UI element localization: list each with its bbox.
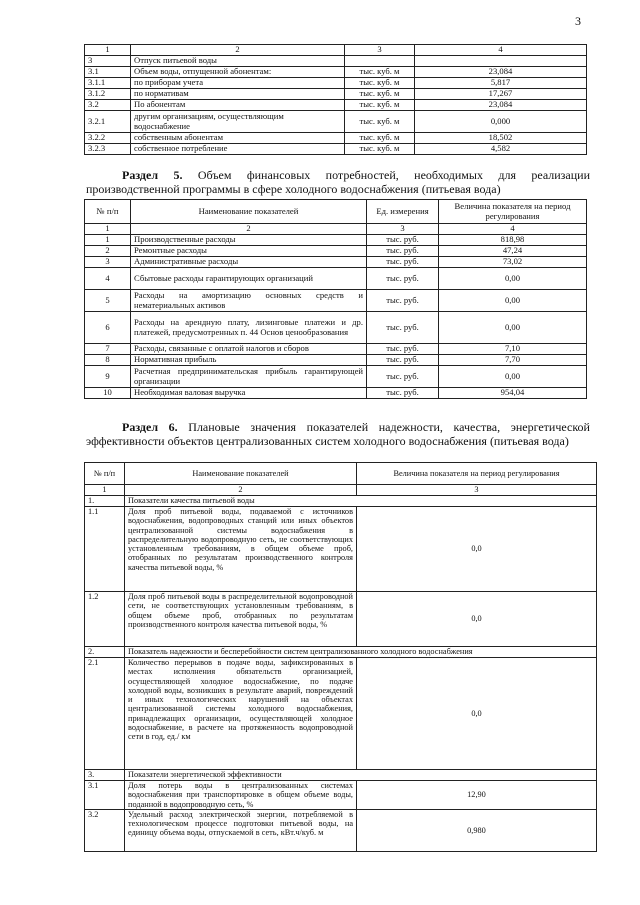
- table-row: [85, 312, 587, 344]
- table-row: [85, 507, 597, 592]
- row-number: 3.1.1: [85, 78, 131, 89]
- row-unit: тыс. куб. м: [345, 144, 415, 155]
- row-number: 2.1: [85, 658, 125, 770]
- row-name: Производственные расходы: [131, 235, 367, 246]
- row-name: по приборам учета: [131, 78, 345, 89]
- column-number-cell: 3: [345, 45, 415, 56]
- table2-column-numbers: [85, 224, 587, 235]
- section6-title: Плановые значения показателей надежности, качества, энергетической эффективности объектов централизованных систем холодного водоснабжения (питьевая вода): [86, 420, 590, 449]
- row-value: 0,00: [439, 268, 587, 290]
- table-row: [85, 111, 587, 133]
- table3-header: [85, 463, 597, 485]
- table2-header: [85, 200, 587, 224]
- row-number: 1.2: [85, 592, 125, 647]
- row-number: 3.2: [85, 809, 125, 851]
- table-row: [85, 67, 587, 78]
- row-name: Доля проб питьевой воды в распределительной водопроводной сети, не соответствующих установленным требованиям, в общем объеме проб, отобранных по результатам производственного контроля качества питьевой воды, %: [125, 592, 357, 647]
- row-number: 3: [85, 257, 131, 268]
- row-number: 9: [85, 366, 131, 388]
- row-value: 0,00: [439, 290, 587, 312]
- row-number: 3.1: [85, 781, 125, 810]
- section5-heading: [86, 168, 590, 196]
- row-name: Количество перерывов в подаче воды, зафиксированных в местах исполнения обязательств организацией, осуществляющей холодное водоснабжение, по подаче холодной воды, возникших в результате аварий, повреждений и иных технологических нарушений на объектах централизованной системы холодного водоснабжения, принадлежащих организации, осуществляющей холодное водоснабжение, в расчете на протяженность водопроводной сети в год, ед./ км: [125, 658, 357, 770]
- row-unit: тыс. руб.: [367, 235, 439, 246]
- column-header: Величина показателя на период регулирования: [439, 200, 587, 224]
- row-value: 7,70: [439, 355, 587, 366]
- row-name: собственным абонентам: [131, 133, 345, 144]
- row-number: 2: [85, 246, 131, 257]
- table-row: [85, 268, 587, 290]
- reliability-indicators-table: [84, 462, 597, 852]
- row-name: Необходимая валовая выручка: [131, 388, 367, 399]
- section6-label: Раздел 6.: [122, 420, 178, 434]
- table-row: [85, 235, 587, 246]
- row-value: 0,0: [357, 592, 597, 647]
- row-number: 3.2: [85, 100, 131, 111]
- row-value: 5,817: [415, 78, 587, 89]
- row-value: 23,084: [415, 67, 587, 78]
- column-number-cell: 2: [131, 45, 345, 56]
- row-unit: тыс. руб.: [367, 355, 439, 366]
- row-name: Сбытовые расходы гарантирующих организаций: [131, 268, 367, 290]
- row-unit: тыс. руб.: [367, 246, 439, 257]
- table1-column-numbers: [85, 45, 587, 56]
- column-number-cell: 3: [367, 224, 439, 235]
- row-name: По абонентам: [131, 100, 345, 111]
- column-header: № п/п: [85, 463, 125, 485]
- row-value: 17,267: [415, 89, 587, 100]
- column-number-cell: 4: [439, 224, 587, 235]
- row-name: Ремонтные расходы: [131, 246, 367, 257]
- table-row: [85, 344, 587, 355]
- group-number: 1.: [85, 496, 125, 507]
- row-name: Доля проб питьевой воды, подаваемой с источников водоснабжения, водопроводных станций или иных объектов централизованной системы водоснабжения в распределительную водопроводную сеть, не соответствующих установленным требованиям, в общем объеме проб, отобранных по результатам производственного контроля качества питьевой воды, %: [125, 507, 357, 592]
- section5-label: Раздел 5.: [122, 168, 183, 182]
- row-value: 954,04: [439, 388, 587, 399]
- table-row: [85, 78, 587, 89]
- row-unit: тыс. руб.: [367, 268, 439, 290]
- table-row: [85, 100, 587, 111]
- column-number-cell: 2: [125, 485, 357, 496]
- column-number-cell: 2: [131, 224, 367, 235]
- row-name: Нормативная прибыль: [131, 355, 367, 366]
- row-unit: тыс. куб. м: [345, 133, 415, 144]
- group-title: Показатель надежности и бесперебойности систем централизованного холодного водоснабжения: [125, 647, 597, 658]
- row-name: Административные расходы: [131, 257, 367, 268]
- row-unit: тыс. куб. м: [345, 100, 415, 111]
- row-value: 0,00: [439, 312, 587, 344]
- row-name: Расходы на амортизацию основных средств и нематериальных активов: [131, 290, 367, 312]
- row-name: Расчетная предпринимательская прибыль гарантирующей организации: [131, 366, 367, 388]
- column-number-cell: 3: [357, 485, 597, 496]
- page-number: 3: [575, 14, 581, 28]
- table-row: [85, 592, 597, 647]
- row-unit: тыс. куб. м: [345, 111, 415, 133]
- row-value: 23,084: [415, 100, 587, 111]
- table-row: [85, 133, 587, 144]
- row-name: Удельный расход электрической энергии, потребляемой в технологическом процессе подготовки питьевой воды, на единицу объема воды, отпускаемой в сеть, кВт.ч/куб. м: [125, 809, 357, 851]
- row-number: 3.2.3: [85, 144, 131, 155]
- row-number: 3.1: [85, 67, 131, 78]
- column-number-cell: 4: [415, 45, 587, 56]
- group-row: [85, 770, 597, 781]
- row-value: 7,10: [439, 344, 587, 355]
- row-number: 10: [85, 388, 131, 399]
- row-number: 3: [85, 56, 131, 67]
- row-unit: тыс. руб.: [367, 257, 439, 268]
- row-name: собственное потребление: [131, 144, 345, 155]
- row-name: Отпуск питьевой воды: [131, 56, 345, 67]
- table-row: [85, 355, 587, 366]
- financial-needs-table: [84, 199, 587, 399]
- row-value: 0,00: [439, 366, 587, 388]
- row-value: 18,502: [415, 133, 587, 144]
- row-unit: тыс. руб.: [367, 388, 439, 399]
- row-value: 0,0: [357, 658, 597, 770]
- table-row: [85, 144, 587, 155]
- table-row: [85, 257, 587, 268]
- table-row: [85, 658, 597, 770]
- column-header: Наименование показателей: [125, 463, 357, 485]
- row-number: 1.1: [85, 507, 125, 592]
- column-header: Величина показателя на период регулирования: [357, 463, 597, 485]
- water-supply-table: [84, 44, 587, 155]
- row-unit: тыс. руб.: [367, 312, 439, 344]
- column-header: Наименование показателей: [131, 200, 367, 224]
- row-value: [415, 56, 587, 67]
- row-unit: тыс. руб.: [367, 366, 439, 388]
- table-row: [85, 290, 587, 312]
- table-row: [85, 781, 597, 810]
- row-number: 7: [85, 344, 131, 355]
- section6-heading: [86, 420, 590, 448]
- row-number: 4: [85, 268, 131, 290]
- row-value: 47,24: [439, 246, 587, 257]
- column-number-cell: 1: [85, 45, 131, 56]
- row-number: 6: [85, 312, 131, 344]
- row-value: 818,98: [439, 235, 587, 246]
- table-row: [85, 246, 587, 257]
- row-number: 3.2.2: [85, 133, 131, 144]
- column-number-cell: 1: [85, 224, 131, 235]
- group-title: Показатели энергетической эффективности: [125, 770, 597, 781]
- table-row: [85, 809, 597, 851]
- row-value: 0,980: [357, 809, 597, 851]
- row-unit: тыс. куб. м: [345, 89, 415, 100]
- row-name: Расходы, связанные с оплатой налогов и сборов: [131, 344, 367, 355]
- row-value: 0,000: [415, 111, 587, 133]
- row-name: Расходы на арендную плату, лизинговые платежи и др. платежей, предусмотренных п. 44 Основ ценообразования: [131, 312, 367, 344]
- group-number: 2.: [85, 647, 125, 658]
- row-value: 0,0: [357, 507, 597, 592]
- row-number: 8: [85, 355, 131, 366]
- section5-title: Объем финансовых потребностей, необходимых для реализации производственной программы в сфере холодного водоснабжения (питьевая вода): [86, 168, 590, 197]
- table-row: [85, 388, 587, 399]
- row-unit: тыс. куб. м: [345, 78, 415, 89]
- column-header: № п/п: [85, 200, 131, 224]
- row-number: 3.2.1: [85, 111, 131, 133]
- row-unit: тыс. куб. м: [345, 67, 415, 78]
- group-row: [85, 496, 597, 507]
- row-value: 4,582: [415, 144, 587, 155]
- row-number: 1: [85, 235, 131, 246]
- row-name: другим организациям, осуществляющим водоснабжение: [131, 111, 345, 133]
- row-name: по нормативам: [131, 89, 345, 100]
- row-unit: тыс. руб.: [367, 290, 439, 312]
- group-row: [85, 647, 597, 658]
- row-number: 5: [85, 290, 131, 312]
- table3-column-numbers: [85, 485, 597, 496]
- column-header: Ед. измерения: [367, 200, 439, 224]
- row-number: 3.1.2: [85, 89, 131, 100]
- row-unit: [345, 56, 415, 67]
- table-row: [85, 56, 587, 67]
- group-title: Показатели качества питьевой воды: [125, 496, 597, 507]
- row-name: Объем воды, отпущенной абонентам:: [131, 67, 345, 78]
- row-value: 12,90: [357, 781, 597, 810]
- group-number: 3.: [85, 770, 125, 781]
- row-unit: тыс. руб.: [367, 344, 439, 355]
- table-row: [85, 89, 587, 100]
- table-row: [85, 366, 587, 388]
- column-number-cell: 1: [85, 485, 125, 496]
- row-value: 73,02: [439, 257, 587, 268]
- row-name: Доля потерь воды в централизованных системах водоснабжения при транспортировке в общем объеме воды, поданной в водопроводную сеть, %: [125, 781, 357, 810]
